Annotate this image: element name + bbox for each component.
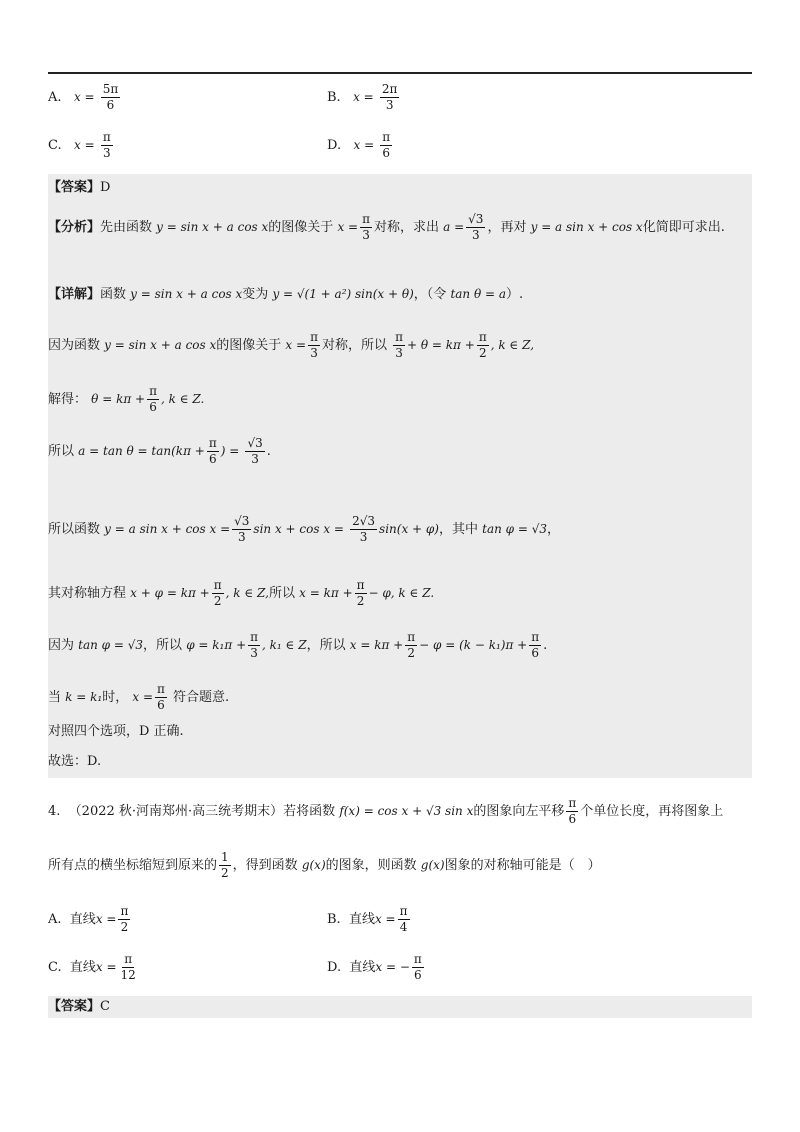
fraction	[101, 130, 113, 161]
math: x =	[132, 690, 153, 704]
option-letter: B.	[327, 912, 341, 927]
math-lhs: x =	[353, 138, 375, 152]
fraction-numerator: √3	[468, 212, 484, 226]
math: , k ∈ Z.	[160, 392, 205, 406]
math: − φ = (k − k₁)π +	[419, 638, 528, 652]
option-text: 直线	[69, 960, 96, 975]
fraction-numerator: π	[362, 212, 370, 226]
detail-step-axis-equation	[48, 578, 434, 609]
option-letter: C.	[48, 960, 62, 975]
detail-compare-options: 对照四个选项，D 正确.	[48, 724, 184, 739]
fraction-denominator: 2	[407, 646, 415, 660]
text: ，其中	[438, 522, 478, 537]
fraction	[248, 630, 260, 661]
text: ）.	[506, 287, 524, 302]
fraction-denominator: 6	[157, 698, 165, 712]
text: 的图象向左平移	[473, 804, 565, 819]
math: y = sin x + a cos x	[156, 220, 269, 234]
text: 变为	[242, 287, 269, 302]
text: 个单位长度，再将图象上	[580, 804, 724, 819]
option-text: 直线	[349, 960, 376, 975]
detail-step-rewrite	[48, 514, 560, 545]
text: 图象的对称轴可能是（ ）	[444, 858, 601, 873]
question-4-stem-cont	[48, 850, 601, 881]
math-lhs: x =	[74, 138, 95, 152]
math-lhs: x = −	[375, 960, 410, 974]
text: 所以	[268, 586, 295, 601]
fraction	[380, 82, 400, 113]
fraction	[212, 578, 224, 609]
header-rule	[48, 72, 752, 74]
fraction-denominator: 2	[478, 346, 487, 360]
fraction-denominator: 3	[471, 228, 480, 242]
math: a =	[443, 220, 465, 234]
fraction-denominator: 6	[382, 146, 391, 160]
fraction	[232, 514, 251, 545]
fraction	[566, 796, 578, 827]
math: y = √(1 + a²) sin(x + θ)	[272, 287, 414, 301]
text: 化简即可求出.	[642, 220, 725, 235]
fraction	[219, 850, 231, 881]
fraction-numerator: π	[208, 436, 217, 450]
math-lhs: x =	[95, 960, 117, 974]
fraction-numerator: π	[413, 952, 422, 966]
math-lhs: x =	[353, 90, 374, 104]
fraction	[393, 330, 405, 361]
fraction-denominator: 3	[362, 228, 370, 242]
text: ，所以	[143, 638, 183, 653]
text: 的图像关于	[216, 338, 282, 353]
text: ，再对	[487, 220, 527, 235]
math: x = kπ +	[349, 638, 404, 652]
option-letter: A.	[48, 90, 62, 105]
fraction	[119, 952, 138, 983]
fraction-denominator: 2	[356, 594, 365, 608]
fraction-denominator: 6	[106, 98, 115, 112]
detail-step-phi	[48, 630, 547, 661]
text: 因为函数	[48, 338, 101, 353]
fraction	[207, 436, 219, 467]
text: 解得：	[48, 392, 88, 407]
fraction	[355, 578, 367, 609]
detail-step-a-value	[48, 436, 271, 467]
fraction	[147, 384, 159, 415]
text: 对称，求出	[373, 220, 439, 235]
fraction-numerator: 5π	[102, 82, 119, 96]
q4-answer-block	[48, 996, 752, 1018]
fraction-denominator: 3	[251, 452, 259, 466]
answer-line	[48, 178, 110, 198]
text: 对称，所以	[321, 338, 387, 353]
fraction-denominator: 6	[149, 400, 157, 414]
math: y = sin x + a cos x	[130, 287, 243, 301]
fraction-numerator: 2π	[381, 82, 398, 96]
math: y = a sin x + cos x	[530, 220, 643, 234]
fraction	[405, 630, 417, 661]
detail-step-symmetry	[48, 330, 534, 361]
fraction	[412, 952, 424, 983]
fraction-numerator: π	[356, 578, 365, 592]
text: 所有点的横坐标缩短到原来的	[48, 858, 218, 873]
option-b	[327, 82, 401, 113]
fraction-numerator: π	[310, 330, 318, 344]
question-4-stem	[48, 796, 723, 827]
option-text: 直线	[348, 912, 375, 927]
math: sin x + cos x =	[253, 522, 344, 536]
option-letter: A.	[48, 912, 62, 927]
fraction-numerator: π	[407, 630, 416, 644]
fraction-denominator: 6	[568, 812, 577, 826]
fraction-denominator: 2	[221, 866, 229, 880]
math-lhs: x =	[73, 90, 95, 104]
text: 的图象，则函数	[325, 858, 417, 873]
detail-label: 【详解】	[48, 287, 101, 302]
detail-step-conclusion	[48, 682, 229, 713]
math-lhs: x =	[374, 912, 396, 926]
q4-option-b	[327, 904, 412, 935]
math: x =	[337, 220, 359, 234]
fraction	[466, 212, 485, 243]
fraction-denominator: 6	[414, 968, 422, 982]
fraction-denominator: 3	[237, 530, 246, 544]
text: 函数	[100, 287, 127, 302]
fraction-numerator: π	[149, 384, 157, 398]
math-lhs: x =	[95, 912, 117, 926]
text: 先由函数	[100, 220, 153, 235]
q4-option-a	[48, 904, 132, 935]
q4-option-d	[327, 952, 426, 983]
text: .	[266, 444, 271, 459]
math: x = kπ +	[299, 586, 353, 600]
fraction-denominator: 3	[385, 98, 394, 112]
option-d	[327, 130, 394, 161]
fraction	[101, 82, 121, 113]
analysis-line	[48, 212, 725, 243]
text: 的图像关于	[268, 220, 334, 235]
text: 若将函数	[283, 804, 336, 819]
math: , k ∈ Z,	[225, 586, 269, 600]
fraction-denominator: 6	[531, 646, 540, 660]
question-number: 4.	[48, 804, 61, 819]
fraction-denominator: 3	[395, 346, 403, 360]
answer-value: C	[100, 999, 110, 1014]
fraction	[350, 514, 377, 545]
text: 所以函数	[48, 522, 101, 537]
answer-label: 【答案】	[48, 180, 101, 195]
text: 当	[48, 690, 62, 705]
fraction-numerator: 1	[221, 850, 229, 864]
fraction-numerator: 2√3	[352, 514, 376, 528]
math: ) =	[220, 444, 240, 458]
fraction-numerator: π	[382, 130, 391, 144]
math: tan φ = √3	[78, 638, 144, 652]
fraction-denominator: 3	[102, 146, 111, 160]
analysis-label: 【分析】	[48, 220, 101, 235]
option-letter: D.	[327, 960, 342, 975]
q4-answer-line	[48, 997, 110, 1017]
answer-label: 【答案】	[48, 999, 101, 1014]
math: x + φ = kπ +	[130, 586, 210, 600]
option-letter: D.	[327, 138, 342, 153]
final-choice: 故选：D.	[48, 754, 102, 769]
detail-line	[48, 284, 523, 305]
fraction	[360, 212, 372, 243]
fraction	[477, 330, 489, 361]
math: y = a sin x + cos x =	[104, 522, 231, 536]
text: ，所以	[306, 638, 346, 653]
math: φ = k₁π +	[186, 638, 247, 652]
fraction-denominator: 12	[120, 968, 136, 982]
fraction	[380, 130, 392, 161]
math: a = tan θ = tan(kπ +	[78, 444, 205, 458]
text: 其对称轴方程	[48, 586, 127, 601]
fraction-numerator: √3	[234, 514, 250, 528]
option-letter: B.	[327, 90, 341, 105]
fraction-numerator: π	[568, 796, 577, 810]
math: sin(x + φ)	[379, 522, 439, 536]
fraction	[398, 904, 410, 935]
math: k = k₁	[65, 690, 103, 704]
fraction	[529, 630, 541, 661]
fraction-numerator: √3	[247, 436, 263, 450]
fraction-numerator: π	[102, 130, 111, 144]
math: x =	[285, 338, 307, 352]
option-c	[48, 130, 115, 161]
fraction-numerator: π	[531, 630, 540, 644]
answer-value: D	[100, 180, 111, 195]
math: y = sin x + a cos x	[104, 338, 217, 352]
math: g(x)	[301, 858, 326, 872]
question-source: （2022 秋·河南郑州·高三统考期末）	[68, 804, 284, 819]
fraction-numerator: π	[157, 682, 165, 696]
math: tan θ = a	[450, 287, 507, 301]
text: ，（令	[413, 287, 447, 302]
fraction-denominator: 6	[208, 452, 217, 466]
fraction-denominator: 2	[120, 920, 129, 934]
fraction-numerator: π	[250, 630, 259, 644]
fraction-denominator: 3	[359, 530, 368, 544]
fraction-denominator: 2	[213, 594, 222, 608]
fraction-numerator: π	[213, 578, 222, 592]
fraction-denominator: 3	[250, 646, 258, 660]
text: .	[543, 638, 548, 653]
math: , k ∈ Z,	[490, 338, 535, 352]
text: ，	[547, 522, 561, 537]
fraction-denominator: 4	[399, 920, 408, 934]
fraction-denominator: 3	[310, 346, 318, 360]
text: 符合题意.	[173, 690, 230, 705]
text: ，得到函数	[232, 858, 298, 873]
math: + θ = kπ +	[407, 338, 475, 352]
q4-option-c	[48, 952, 140, 983]
math: , k₁ ∈ Z	[262, 638, 307, 652]
option-a	[48, 82, 122, 113]
fraction-numerator: π	[120, 904, 129, 918]
fraction	[245, 436, 264, 467]
fraction-numerator: π	[124, 952, 133, 966]
text: 因为	[48, 638, 75, 653]
fraction	[155, 682, 167, 713]
math: tan φ = √3	[482, 522, 548, 536]
math: f(x) = cos x + √3 sin x	[339, 804, 474, 818]
fraction-numerator: π	[399, 904, 408, 918]
fraction-numerator: π	[395, 330, 403, 344]
fraction	[118, 904, 130, 935]
fraction	[308, 330, 320, 361]
detail-step-solve	[48, 384, 204, 415]
math: g(x)	[420, 858, 445, 872]
option-text: 直线	[69, 912, 96, 927]
math: − φ, k ∈ Z.	[368, 586, 435, 600]
fraction-numerator: π	[478, 330, 487, 344]
option-letter: C.	[48, 138, 62, 153]
math: θ = kπ +	[91, 392, 146, 406]
text: 时，	[102, 690, 129, 705]
text: 所以	[48, 444, 75, 459]
